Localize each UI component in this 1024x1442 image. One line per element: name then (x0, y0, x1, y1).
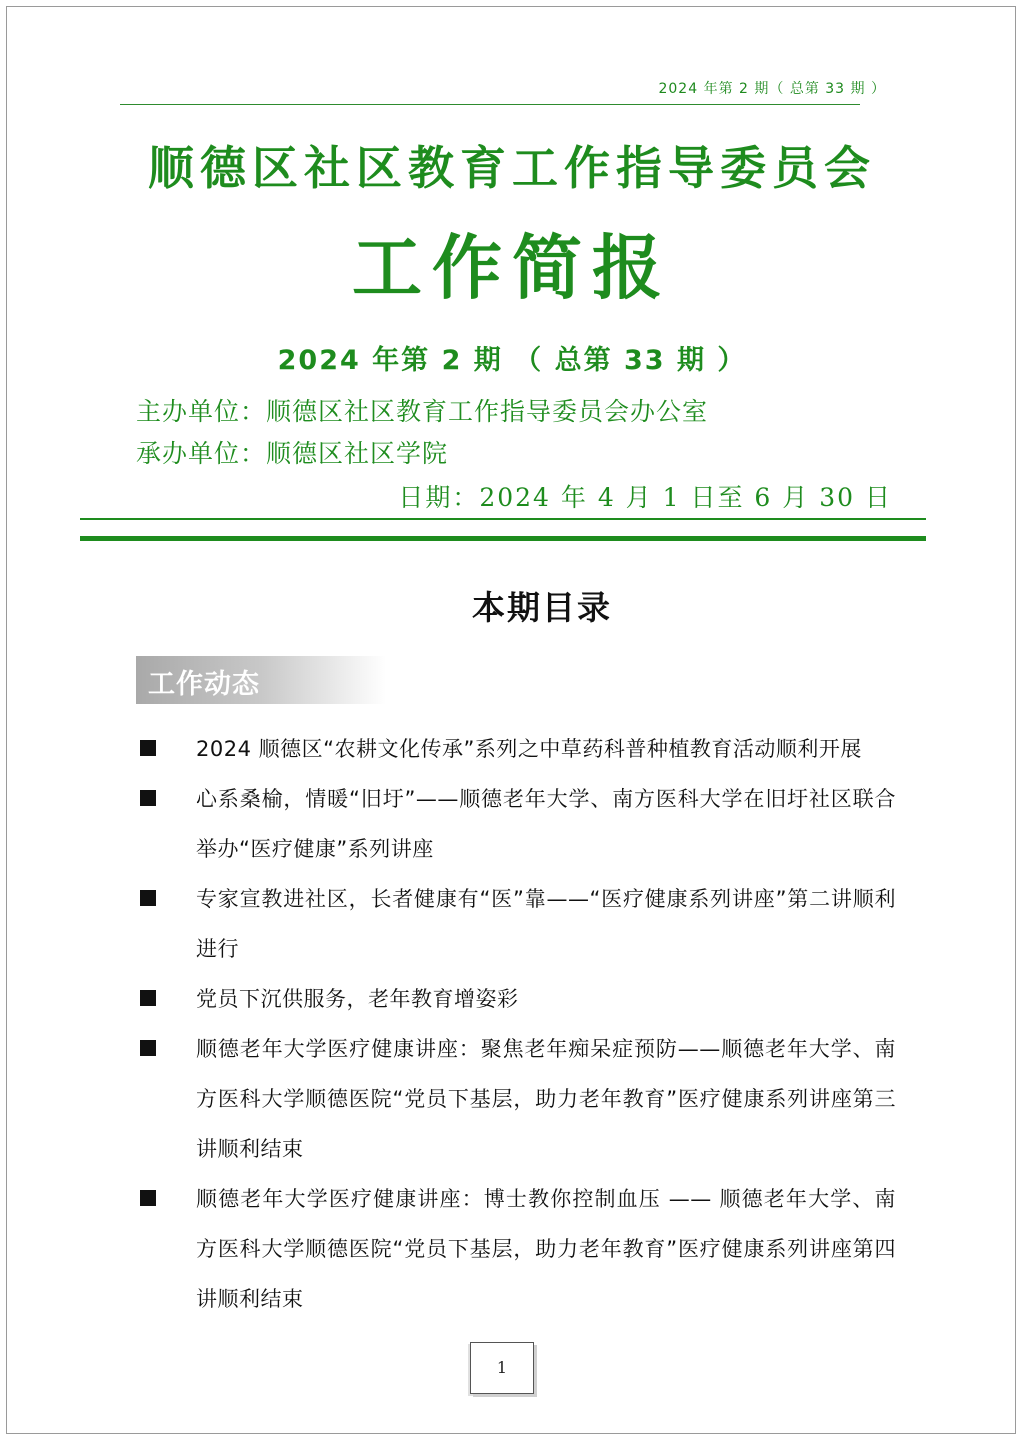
date-range: 日期：2024 年 4 月 1 日至 6 月 30 日 (398, 483, 892, 512)
square-bullet-icon (140, 790, 156, 806)
header-rule (120, 104, 860, 105)
square-bullet-icon (140, 1190, 156, 1206)
toc-title: 本期目录 (472, 588, 612, 627)
toc-item[interactable] (136, 1024, 896, 1174)
toc-item-text: 顺德老年大学医疗健康讲座：聚焦老年痴呆症预防——顺德老年大学、南方医科大学顺德医院“党员下基层，助力老年教育”医疗健康系列讲座第三讲顺利结束 (196, 1037, 896, 1161)
toc-item-text: 党员下沉供服务，老年教育增姿彩 (196, 987, 519, 1011)
page-number: 1 (496, 1358, 508, 1377)
organization-title: 顺德区社区教育工作指导委员会 (148, 141, 876, 195)
square-bullet-icon (140, 1040, 156, 1056)
square-bullet-icon (140, 890, 156, 906)
toc-item[interactable] (136, 1174, 896, 1324)
bulletin-title: 工作简报 (352, 226, 672, 309)
page-number-box (470, 1342, 534, 1394)
section-label: 工作动态 (148, 669, 260, 700)
square-bullet-icon (140, 990, 156, 1006)
square-bullet-icon (140, 740, 156, 756)
toc-item[interactable] (136, 724, 896, 774)
toc-item-text: 2024 顺德区“农耕文化传承”系列之中草药科普种植教育活动顺利开展 (196, 737, 862, 761)
toc-item[interactable] (136, 874, 896, 974)
organizer-unit: 承办单位：顺德区社区学院 (136, 439, 449, 468)
toc-item[interactable] (136, 974, 896, 1024)
section-header (136, 656, 386, 704)
divider-thick (80, 536, 926, 541)
toc-list (136, 724, 896, 1324)
divider-thin (80, 518, 926, 520)
toc-item-text: 心系桑榆，情暖“旧圩”——顺德老年大学、南方医科大学在旧圩社区联合举办“医疗健康”系列讲座 (196, 787, 896, 861)
host-unit: 主办单位：顺德区社区教育工作指导委员会办公室 (136, 397, 709, 426)
toc-item-text: 顺德老年大学医疗健康讲座：博士教你控制血压 —— 顺德老年大学、南方医科大学顺德医院“党员下基层，助力老年教育”医疗健康系列讲座第四讲顺利结束 (196, 1187, 896, 1311)
toc-item[interactable] (136, 774, 896, 874)
toc-item-text: 专家宣教进社区，长者健康有“医”靠——“医疗健康系列讲座”第二讲顺利进行 (196, 887, 896, 961)
issue-number: 2024 年第 2 期 （ 总第 33 期 ） (277, 345, 747, 376)
running-header-issue: 2024 年第 2 期（ 总第 33 期 ） (658, 81, 886, 97)
